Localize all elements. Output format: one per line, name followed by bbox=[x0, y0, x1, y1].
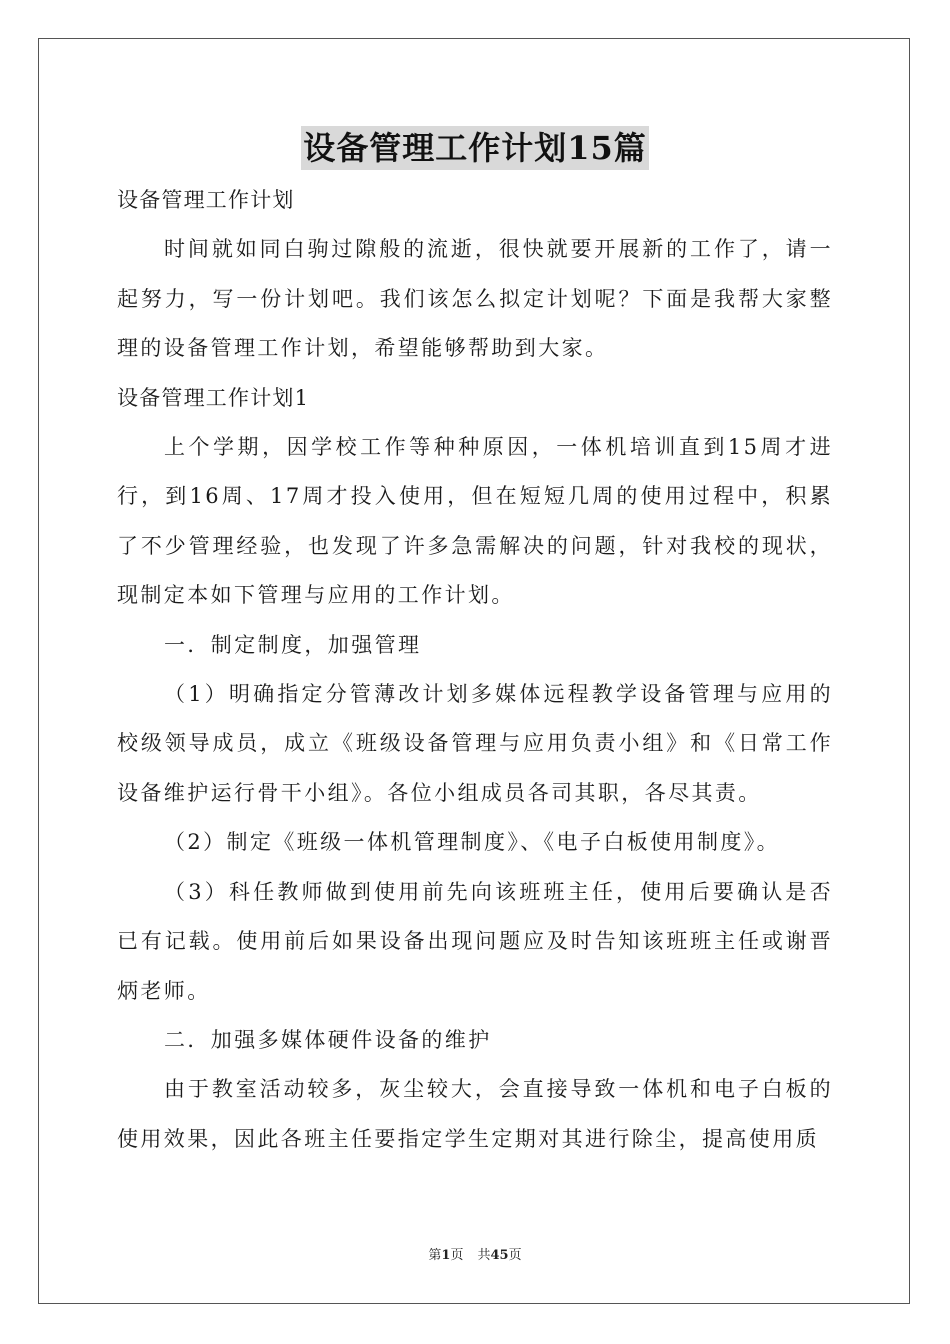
footer-page-suffix: 页 bbox=[450, 1248, 464, 1263]
body-paragraph: （3）科任教师做到使用前先向该班班主任，使用后要确认是否已有记载。使用前后如果设备出现问题应及时告知该班班主任或谢晋炳老师。 bbox=[117, 879, 833, 1003]
body-paragraph: 由于教室活动较多，灰尘较大，会直接导致一体机和电子白板的使用效果，因此各班主任要指定学生定期对其进行除尘，提高使用质 bbox=[117, 1077, 833, 1151]
body-paragraph: 上个学期，因学校工作等种种原因，一体机培训直到15周才进行，到16周、17周才投入使用，但在短短几周的使用过程中，积累了不少管理经验，也发现了许多急需解决的问题，针对我校的现状，现制定本如下管理与应用的工作计划。 bbox=[117, 435, 833, 608]
document-title: 设备管理工作计划15篇 bbox=[301, 126, 649, 170]
footer-total-prefix: 共 bbox=[477, 1248, 491, 1263]
subsection-heading: 一．制定制度，加强管理 bbox=[164, 632, 422, 657]
footer-page-current: 1 bbox=[441, 1248, 451, 1263]
body-paragraph: （1）明确指定分管薄改计划多媒体远程教学设备管理与应用的校级领导成员，成立《班级设备管理与应用负责小组》和《日常工作设备维护运行骨干小组》。各位小组成员各司其职，各尽其责。 bbox=[117, 682, 833, 805]
subsection-heading: 二．加强多媒体硬件设备的维护 bbox=[164, 1027, 492, 1052]
body-paragraph: 时间就如同白驹过隙般的流逝，很快就要开展新的工作了，请一起努力，写一份计划吧。我们该怎么拟定计划呢？下面是我帮大家整理的设备管理工作计划，希望能够帮助到大家。 bbox=[117, 237, 833, 361]
document-body bbox=[117, 176, 833, 1164]
footer-page-prefix: 第 bbox=[428, 1248, 442, 1263]
section-heading: 设备管理工作计划1 bbox=[117, 385, 310, 410]
page-footer bbox=[0, 1244, 950, 1263]
section-heading: 设备管理工作计划 bbox=[117, 188, 295, 212]
body-paragraph: （2）制定《班级一体机管理制度》、《电子白板使用制度》。 bbox=[164, 830, 781, 855]
title-wrap bbox=[0, 126, 950, 170]
footer-page-total: 45 bbox=[490, 1248, 509, 1263]
footer-total-suffix: 页 bbox=[508, 1248, 522, 1263]
